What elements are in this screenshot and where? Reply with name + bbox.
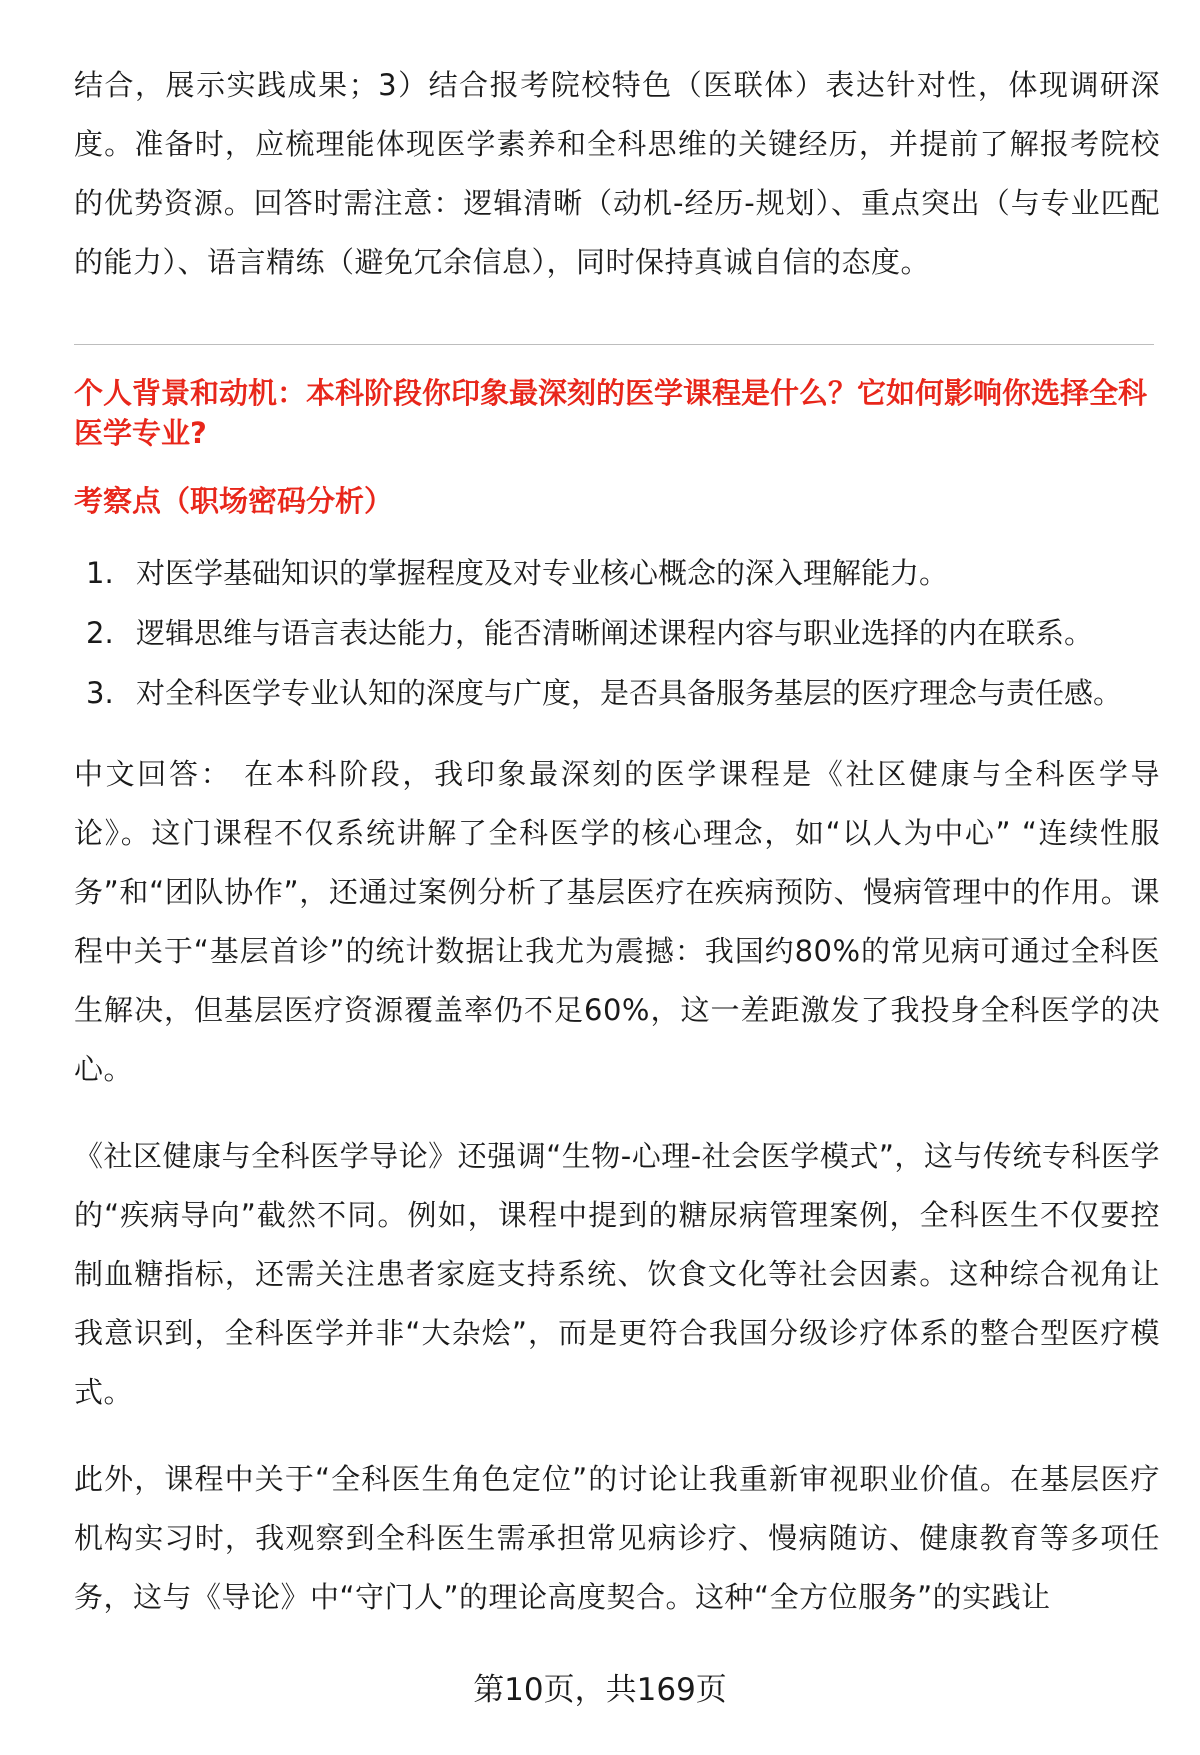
list-item-text: 对全科医学专业认知的深度与广度，是否具备服务基层的医疗理念与责任感。 (136, 676, 1123, 710)
assessment-list (74, 543, 1160, 723)
list-item (74, 603, 1160, 663)
answer-paragraph: 此外，课程中关于“全科医生角色定位”的讨论让我重新审视职业价值。在基层医疗机构实习时，我观察到全科医生需承担常见病诊疗、慢病随访、健康教育等多项任务，这与《导论》中“守门人”的理论高度契合。这种“全方位服务”的实践让 (74, 1462, 1160, 1614)
assessment-heading: 考察点（职场密码分析） (74, 484, 394, 518)
question-heading: 个人背景和动机：本科阶段你印象最深刻的医学课程是什么？它如何影响你选择全科医学专业? (74, 376, 1148, 450)
answer-paragraph: 《社区健康与全科医学导论》还强调“生物-心理-社会医学模式”，这与传统专科医学的“疾病导向”截然不同。例如，课程中提到的糖尿病管理案例，全科医生不仅要控制血糖指标，还需关注患者家庭支持系统、饮食文化等社会因素。这种综合视角让我意识到，全科医学并非“大杂烩”，而是更符合我国分级诊疗体系的整合型医疗模式。 (74, 1139, 1160, 1409)
intro-paragraph: 结合，展示实践成果；3）结合报考院校特色（医联体）表达针对性，体现调研深度。准备时，应梳理能体现医学素养和全科思维的关键经历，并提前了解报考院校的优势资源。回答时需注意：逻辑清晰（动机-经历-规划）、重点突出（与专业匹配的能力）、语言精练（避免冗余信息），同时保持真诚自信的态度。 (74, 68, 1160, 279)
list-item-text: 对医学基础知识的掌握程度及对专业核心概念的深入理解能力。 (136, 556, 949, 590)
answer-paragraph: 中文回答： 在本科阶段，我印象最深刻的医学课程是《社区健康与全科医学导论》。这门课程不仅系统讲解了全科医学的核心理念，如“以人为中心” “连续性服务”和“团队协作”，还通过案例分析了基层医疗在疾病预防、慢病管理中的作用。课程中关于“基层首诊”的统计数据让我尤为震撼：我国约80%的常见病可通过全科医生解决，但基层医疗资源覆盖率仍不足60%，这一差距激发了我投身全科医学的决心。 (74, 757, 1160, 1086)
page-footer: 第10页，共169页 (473, 1672, 727, 1708)
document-page (74, 56, 1160, 1627)
section-divider (74, 344, 1154, 345)
list-item-number: 1. (86, 556, 114, 590)
list-item-number: 2. (86, 616, 114, 650)
list-item (74, 543, 1160, 603)
list-item-number: 3. (86, 676, 114, 710)
list-item (74, 663, 1160, 723)
list-item-text: 逻辑思维与语言表达能力，能否清晰阐述课程内容与职业选择的内在联系。 (136, 616, 1094, 650)
